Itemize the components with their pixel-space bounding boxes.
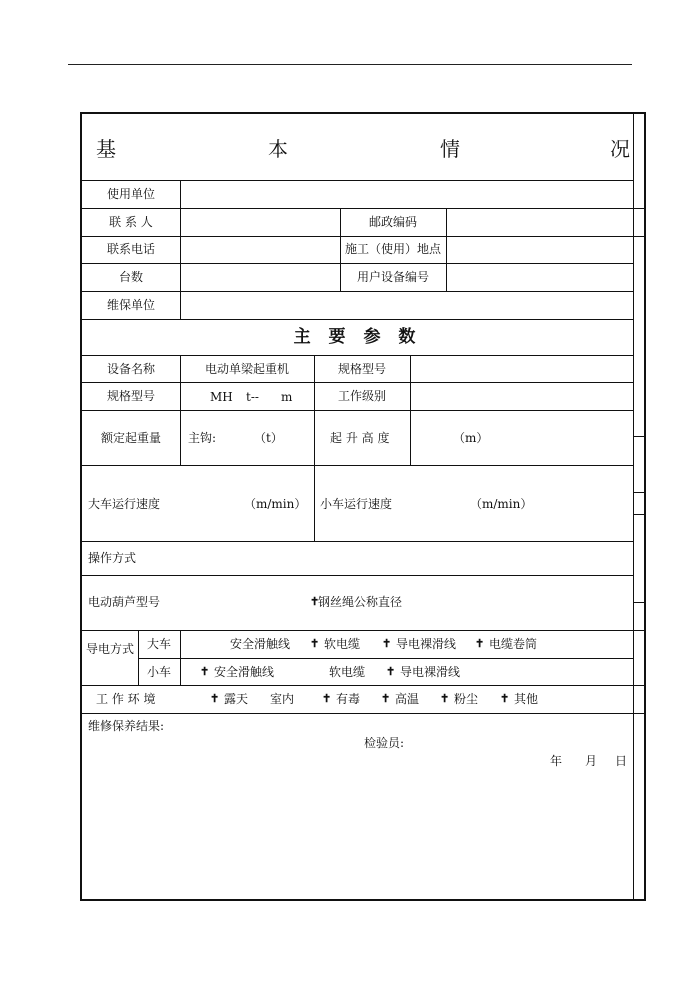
label-phone: 联系电话 [106, 242, 155, 256]
title-char-4: 况 [610, 137, 630, 161]
label-rope-diameter: 钢丝绳公称直径 [318, 595, 403, 609]
label-postcode: 邮政编码 [368, 215, 417, 229]
margin-line [633, 602, 644, 603]
label-contact: 联 系 人 [109, 215, 153, 229]
title-char-1: 基 [96, 137, 116, 161]
env-opt-3[interactable]: 有毒 [336, 692, 361, 706]
row-line [82, 355, 633, 356]
trolley-opt-1[interactable]: 安全滑触线 [214, 665, 275, 679]
trolley-opt-3[interactable]: 导电裸滑线 [400, 665, 461, 679]
section-title-params: 主 要 参 数 [293, 327, 422, 347]
label-operation: 操作方式 [88, 551, 137, 565]
site-field[interactable] [448, 238, 632, 262]
trolley-speed-unit: （m/min） [470, 497, 533, 511]
row-line [82, 236, 633, 237]
check-mark-icon: ✝ [200, 665, 210, 678]
label-equip-name: 设备名称 [106, 362, 155, 376]
col-line [446, 208, 447, 291]
crane-opt-3[interactable]: 导电裸滑线 [396, 637, 457, 651]
label-trolley: 小车 [146, 665, 171, 679]
row-line [82, 541, 633, 542]
label-device-no: 用户设备编号 [356, 270, 429, 284]
margin-line [633, 436, 644, 437]
date-year: 年 [550, 754, 563, 768]
phone-field[interactable] [182, 238, 339, 262]
row-line [82, 465, 633, 466]
inspection-form [80, 112, 646, 901]
label-hoist-model: 电动葫芦型号 [88, 595, 161, 609]
check-mark-icon: ✝ [322, 692, 332, 705]
col-line [180, 180, 181, 319]
label-site: 施工（使用）地点 [344, 242, 441, 256]
spec-field-a[interactable] [412, 357, 632, 381]
check-mark-icon: ✝ [210, 692, 220, 705]
row-line [82, 291, 633, 292]
check-mark-icon: ✝ [382, 637, 392, 650]
unit-t: （t） [254, 431, 283, 445]
title-char-2: 本 [268, 137, 288, 161]
postcode-field[interactable] [448, 210, 632, 235]
check-mark-icon: ✝ [310, 637, 320, 650]
row-line [82, 319, 633, 320]
margin-column-line [633, 114, 634, 899]
row-line [82, 180, 633, 181]
env-opt-4[interactable]: 高温 [395, 692, 420, 706]
device-no-field[interactable] [448, 265, 632, 290]
user-unit-field[interactable] [182, 182, 632, 207]
col-line [314, 355, 315, 541]
maint-unit-field[interactable] [182, 293, 632, 318]
trolley-opt-2[interactable]: 软电缆 [329, 665, 366, 679]
check-mark-icon: ✝ [310, 595, 320, 608]
row-line [82, 208, 633, 209]
check-mark-icon: ✝ [500, 692, 510, 705]
margin-line [633, 208, 644, 209]
count-field[interactable] [182, 265, 339, 290]
label-rated-load: 额定起重量 [100, 431, 161, 445]
label-environment: 工 作 环 境 [96, 692, 156, 706]
check-mark-icon: ✝ [475, 637, 485, 650]
label-spec-a: 规格型号 [337, 362, 386, 376]
row-line [82, 713, 644, 714]
date-day: 日 [615, 754, 628, 768]
crane-opt-2[interactable]: 软电缆 [324, 637, 361, 651]
row-line [82, 630, 644, 631]
label-maint-unit: 维保单位 [106, 298, 155, 312]
contact-field[interactable] [182, 210, 339, 235]
margin-line [633, 514, 644, 515]
result-text-area[interactable] [88, 776, 628, 894]
label-crane-speed: 大车运行速度 [88, 497, 161, 511]
check-mark-icon: ✝ [386, 665, 396, 678]
env-opt-6[interactable]: 其他 [514, 692, 539, 706]
spec-t: t-- [246, 390, 259, 404]
label-work-class: 工作级别 [337, 389, 386, 403]
label-user-unit: 使用单位 [106, 187, 155, 201]
label-main-hook: 主钩: [188, 431, 217, 445]
check-mark-icon: ✝ [381, 692, 391, 705]
date-month: 月 [585, 754, 598, 768]
label-lift-height: 起 升 高 度 [330, 431, 390, 445]
equip-name-value: 电动单梁起重机 [204, 362, 289, 376]
spec-mh: MH [210, 390, 233, 404]
env-opt-2[interactable]: 室内 [270, 692, 295, 706]
row-line [82, 382, 633, 383]
label-trolley-speed: 小车运行速度 [320, 497, 393, 511]
row-line [138, 658, 633, 659]
margin-line [633, 492, 644, 493]
env-opt-1[interactable]: 露天 [224, 692, 249, 706]
margin-line [633, 236, 644, 237]
col-line [410, 355, 411, 465]
row-line [82, 685, 644, 686]
row-line [82, 575, 633, 576]
row-line [82, 410, 633, 411]
label-power-mode: 导电方式 [85, 642, 134, 656]
col-line [180, 630, 181, 685]
label-result: 维修保养结果: [88, 719, 165, 733]
spec-m: m [281, 390, 293, 404]
crane-opt-4[interactable]: 电缆卷筒 [489, 637, 538, 651]
label-crane: 大车 [146, 637, 171, 651]
work-class-field[interactable] [412, 384, 632, 409]
check-mark-icon: ✝ [440, 692, 450, 705]
label-count: 台数 [118, 270, 143, 284]
env-opt-5[interactable]: 粉尘 [454, 692, 479, 706]
crane-opt-1[interactable]: 安全滑触线 [230, 637, 291, 651]
header-rule [68, 64, 632, 65]
label-inspector: 检验员: [364, 736, 405, 750]
label-spec-b: 规格型号 [106, 389, 155, 403]
row-line [82, 263, 633, 264]
operation-field[interactable] [146, 543, 632, 574]
title-char-3: 情 [440, 137, 460, 161]
unit-m: （m） [453, 431, 489, 445]
crane-speed-unit: （m/min） [244, 497, 307, 511]
